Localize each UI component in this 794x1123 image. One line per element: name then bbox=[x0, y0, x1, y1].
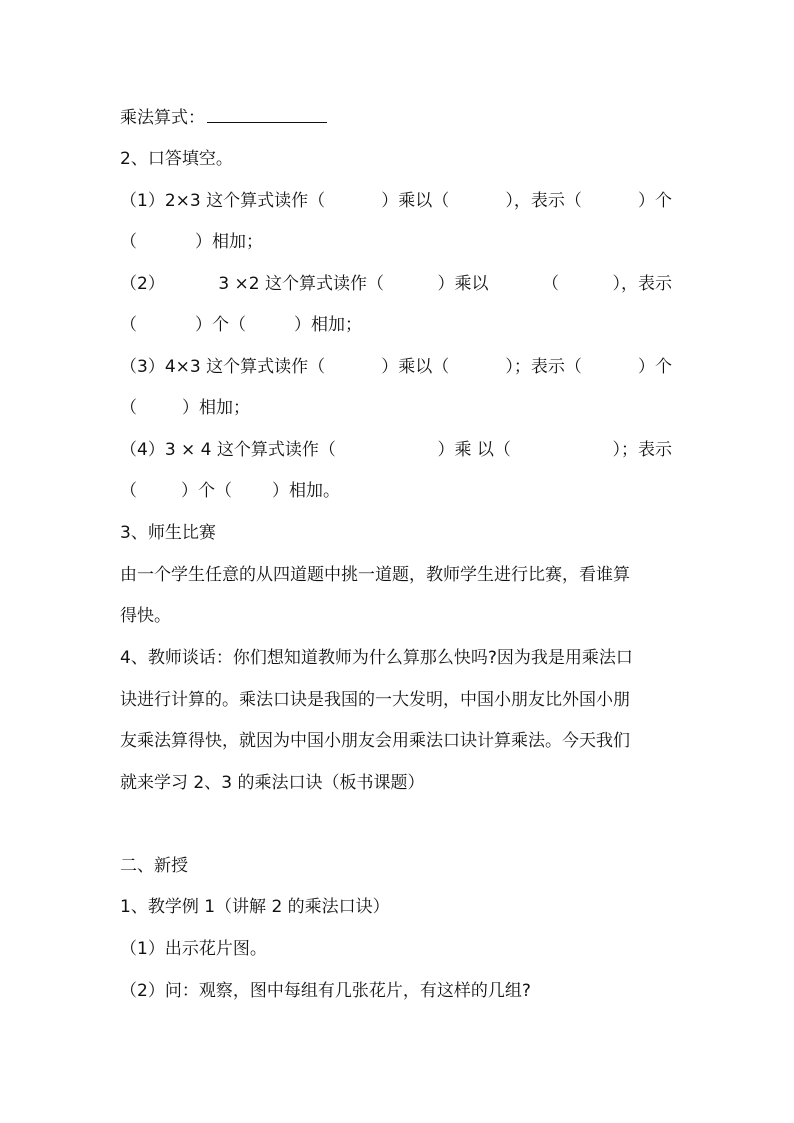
part-2-title: 二、新授 bbox=[120, 856, 188, 876]
q2-part: （ bbox=[120, 315, 137, 335]
q1-part: （ bbox=[120, 232, 137, 252]
question-2-line-1 bbox=[120, 272, 672, 296]
q2-part: 3 ×2 这个算式读作（ bbox=[218, 274, 384, 294]
q4-part: ）；表示 bbox=[612, 440, 672, 460]
section-4-paragraph-line-3: 友乘法算得快，就因为中国小朋友会用乘法口诀计算乘法。今天我们 bbox=[120, 731, 630, 751]
q2-part: ）乘以 bbox=[437, 274, 489, 294]
question-4-line-2 bbox=[120, 479, 680, 503]
q2-part: ）相加； bbox=[294, 315, 362, 335]
section-4-paragraph-line-2: 诀进行计算的。乘法口诀是我国的一大发明，中国小朋友比外国小朋 bbox=[120, 690, 630, 710]
q4-part: （4）3 × 4 这个算式读作（ bbox=[120, 440, 336, 460]
question-3-line-1 bbox=[120, 355, 672, 379]
question-3-line-2 bbox=[120, 396, 680, 420]
question-2-line-2 bbox=[120, 313, 680, 337]
section-3-title: 3、师生比赛 bbox=[120, 523, 216, 543]
q1-part: ），表示（ bbox=[505, 191, 582, 211]
q3-part: ）个 bbox=[637, 357, 672, 377]
q4-part: ）个（ bbox=[181, 481, 232, 501]
example-1-step-2: （2）问：观察，图中每组有几张花片，有这样的几组? bbox=[120, 981, 531, 1001]
q2-part: （2） bbox=[120, 274, 165, 294]
q4-part: ）相加。 bbox=[272, 481, 340, 501]
q3-part: ）相加； bbox=[182, 398, 250, 418]
section-4-paragraph-line-1: 4、教师谈话：你们想知道教师为什么算那么快吗?因为我是用乘法口 bbox=[120, 648, 633, 668]
question-1-line-2 bbox=[120, 230, 680, 254]
example-1-title: 1、教学例 1（讲解 2 的乘法口诀） bbox=[120, 897, 390, 917]
section-2-title: 2、口答填空。 bbox=[120, 149, 233, 169]
q2-part: ）个（ bbox=[195, 315, 246, 335]
q3-part: ）乘以（ bbox=[381, 357, 450, 377]
question-4-line-1 bbox=[120, 438, 672, 462]
question-1-line-1 bbox=[120, 189, 672, 213]
q3-part: ）；表示（ bbox=[505, 357, 582, 377]
section-3-paragraph-line-1: 由一个学生任意的从四道题中挑一道题，教师学生进行比赛，看谁算 bbox=[120, 565, 630, 585]
formula-line bbox=[120, 104, 680, 130]
q2-part: （ bbox=[541, 274, 559, 294]
section-3-paragraph-line-2: 得快。 bbox=[120, 606, 171, 626]
q1-part: ）相加； bbox=[195, 232, 263, 252]
q4-part: （ bbox=[120, 481, 137, 501]
formula-label: 乘法算式： bbox=[120, 108, 205, 128]
q3-part: （3）4×3 这个算式读作（ bbox=[120, 357, 326, 377]
section-4-paragraph-line-4: 就来学习 2、3 的乘法口诀（板书课题） bbox=[120, 773, 425, 793]
q2-part: ），表示 bbox=[612, 274, 672, 294]
q1-part: ）乘以（ bbox=[381, 191, 450, 211]
q4-part: ）乘 以（ bbox=[437, 440, 511, 460]
example-1-step-1: （1）出示花片图。 bbox=[120, 939, 267, 959]
formula-blank bbox=[207, 104, 327, 123]
q1-part: （1）2×3 这个算式读作（ bbox=[120, 191, 326, 211]
q1-part: ）个 bbox=[637, 191, 672, 211]
q3-part: （ bbox=[120, 398, 137, 418]
